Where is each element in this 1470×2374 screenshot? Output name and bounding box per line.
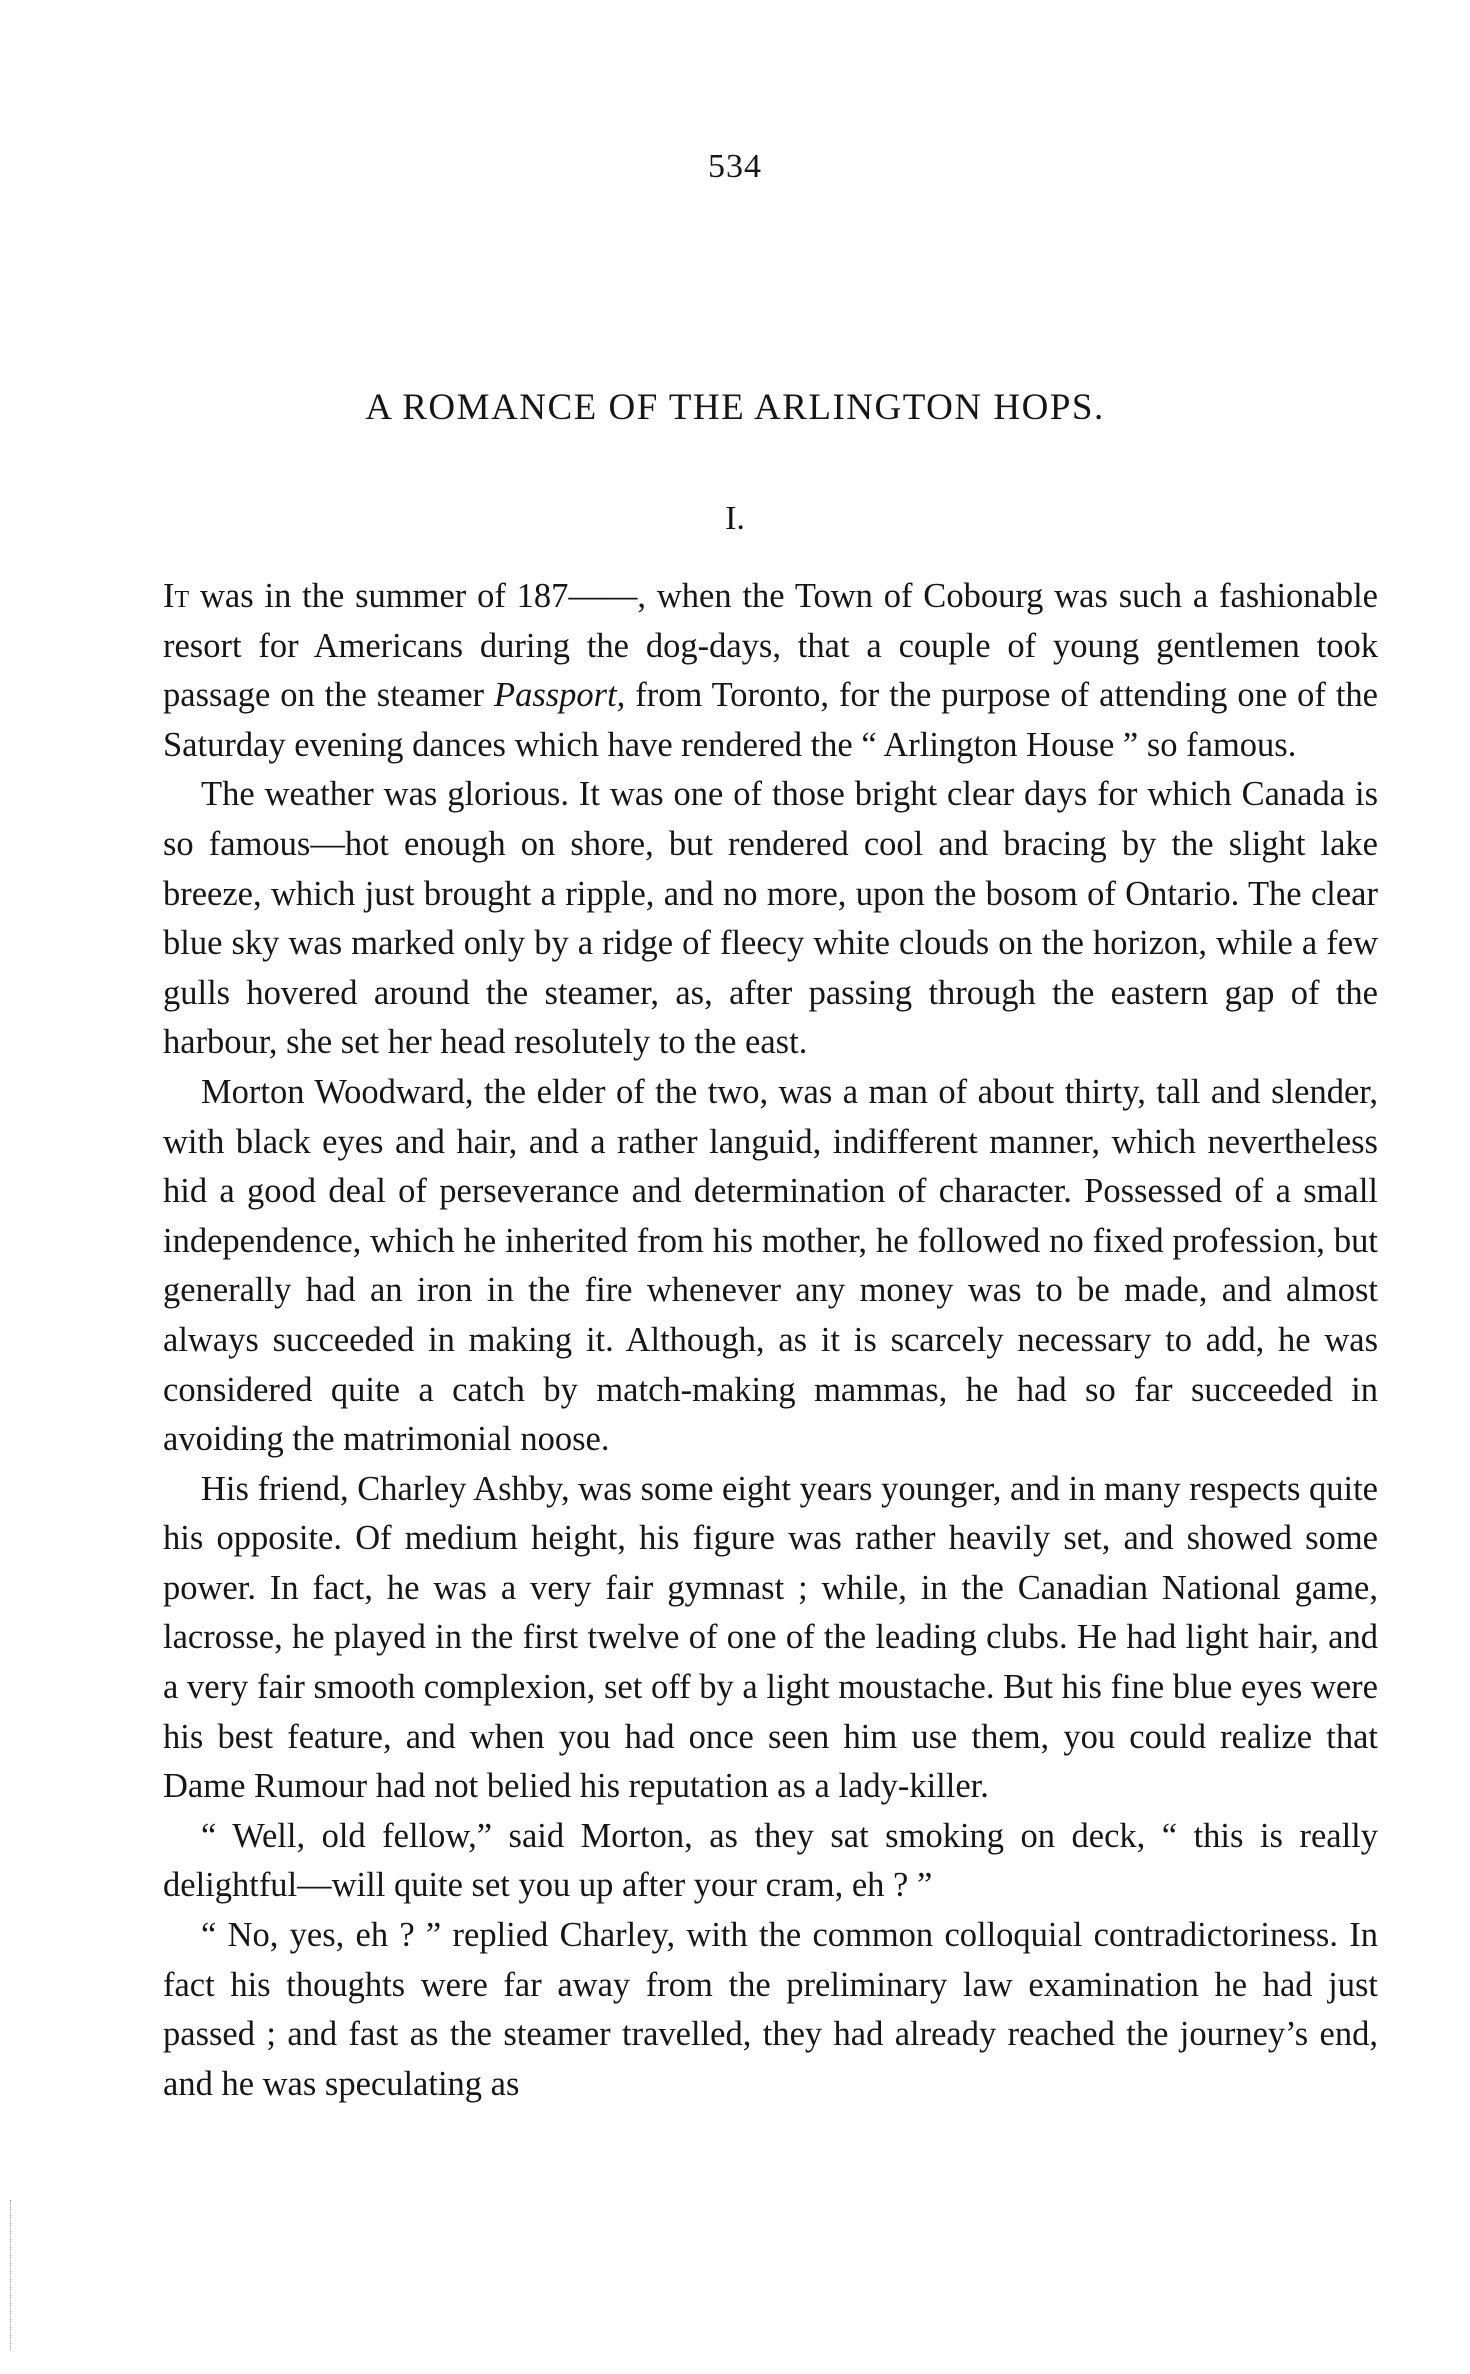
chapter-title: A ROMANCE OF THE ARLINGTON HOPS. [365, 387, 1105, 428]
ship-name: Passport, [494, 676, 626, 715]
paragraph-text-rest: from Toronto, for the purpose of attending one of the Saturday evening dances which have rendered the “ Arlington House ” so famous. [163, 676, 1378, 764]
paragraph: His friend, Charley Ashby, was some eight years younger, and in many respects quite his opposite. Of medium height, his figure was rather heavily set, and showed some power. In fact, he was a very fair gymnast ; while, in the Canadian National game, lacrosse, he played in the first twelve of one of the leading clubs. He had light hair, and a very fair smooth complexion, set off by a light moustache. But his fine blue eyes were his best feature, and when you had once seen him use them, you could realize that Dame Rumour had not belied his reputation as a lady-killer. [163, 1469, 1378, 1806]
page-number: 534 [708, 148, 762, 185]
paragraph: The weather was glorious. It was one of those bright clear days for which Canada is so famous—hot enough on shore, but rendered cool and bracing by the slight lake breeze, which just brought a ripple, and no more, upon the bosom of Ontario. The clear blue sky was marked only by a ridge of fleecy white clouds on the horizon, while a few gulls hovered around the steamer, as, after passing through the eastern gap of the harbour, she set her head resolutely to the east. [163, 775, 1378, 1062]
body-text [163, 572, 1378, 2109]
section-number: I. [725, 500, 745, 537]
paragraph: “ Well, old fellow,” said Morton, as they sat smoking on deck, “ this is really delightful—will quite set you up after your cram, eh ? ” [163, 1816, 1378, 1905]
paragraph: Morton Woodward, the elder of the two, was a man of about thirty, tall and slender, with black eyes and hair, and a rather languid, indifferent manner, which nevertheless hid a good deal of perseverance and determination of character. Possessed of a small independence, which he inherited from his mother, he followed no fixed profession, but generally had an iron in the fire whenever any money was to be made, and almost always succeeded in making it. Although, as it is scarcely necessary to add, he was considered quite a catch by match-making mammas, he had so far succeeded in avoiding the matrimonial noose. [163, 1072, 1378, 1459]
paragraph [163, 572, 1378, 770]
drop-lead-word: It [163, 577, 190, 615]
paragraph-text: was in the summer of 187——, when the Town of Cobourg was such a fashionable resort for Americans during the dog-days, that a couple of young gentlemen took passage on the steamer [163, 577, 1378, 715]
page-edge-mark [10, 2200, 12, 2350]
paragraph: “ No, yes, eh ? ” replied Charley, with the common colloquial contradictoriness. In fact his thoughts were far away from the preliminary law examination he had just passed ; and fast as the steamer travelled, they had already reached the journey’s end, and he was speculating as [163, 1916, 1378, 2103]
